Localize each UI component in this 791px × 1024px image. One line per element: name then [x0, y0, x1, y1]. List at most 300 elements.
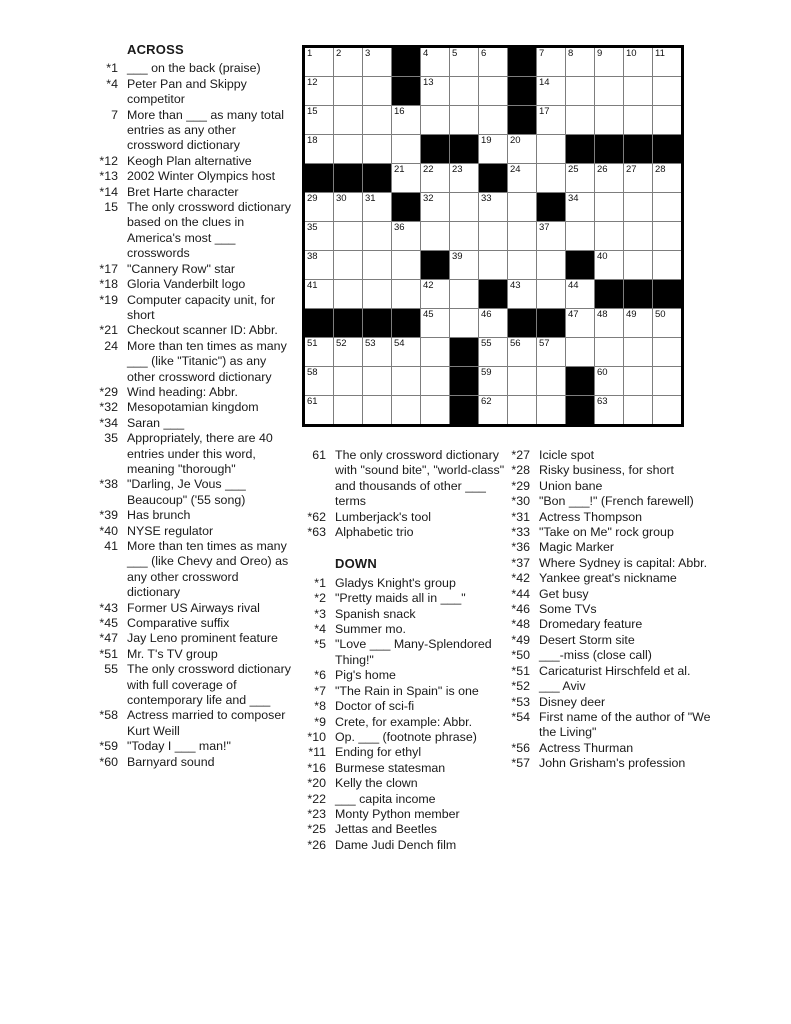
- grid-cell-white: [479, 106, 507, 134]
- clue-number: *54: [511, 709, 530, 724]
- clue-text: "Pretty maids all in ___": [335, 591, 466, 606]
- grid-cell-white: [392, 135, 420, 163]
- grid-cell-white: [508, 193, 536, 221]
- grid-cell-white: [595, 48, 623, 76]
- cell-number: 50: [655, 309, 666, 320]
- clue-number: *33: [511, 525, 530, 540]
- clue-text: Kelly the clown: [335, 776, 418, 791]
- clue-number: *50: [511, 648, 530, 663]
- grid-cell-white: [363, 338, 391, 366]
- grid-cell-white: [421, 396, 449, 424]
- down-clue-list: [298, 576, 505, 853]
- cell-number: 39: [452, 251, 463, 262]
- clue-text: Get busy: [539, 586, 589, 601]
- clue-number: *9: [314, 714, 326, 729]
- grid-cell-white: [653, 77, 681, 105]
- clue-number: *3: [314, 606, 326, 621]
- cell-number: 15: [307, 106, 318, 117]
- grid-cell-white: [305, 222, 333, 250]
- clue-item: [298, 510, 505, 525]
- grid-cell-white: [305, 338, 333, 366]
- grid-cell-black: [479, 280, 507, 308]
- grid-cell-white: [305, 77, 333, 105]
- grid-cell-white: [566, 48, 594, 76]
- grid-cell-white: [363, 251, 391, 279]
- clue-item: [298, 607, 505, 622]
- clue-text: "Take on Me" rock group: [539, 525, 674, 540]
- grid-cell-white: [508, 251, 536, 279]
- clue-item: [502, 756, 714, 771]
- clue-number: *4: [106, 76, 118, 91]
- clue-number: *29: [99, 384, 118, 399]
- grid-cell-white: [421, 48, 449, 76]
- clue-text: Saran ___: [127, 415, 185, 430]
- cell-number: 62: [481, 396, 492, 407]
- clue-text: Mesopotamian kingdom: [127, 400, 259, 415]
- grid-cell-white: [305, 280, 333, 308]
- clue-item: [298, 745, 505, 760]
- clue-number: 15: [104, 200, 118, 215]
- clue-number: *36: [511, 540, 530, 555]
- cell-number: 56: [510, 338, 521, 349]
- grid-cell-white: [334, 367, 362, 395]
- grid-cell-white: [508, 164, 536, 192]
- clue-text: Has brunch: [127, 508, 191, 523]
- clue-number: 41: [104, 539, 118, 553]
- grid-cell-white: [450, 106, 478, 134]
- cell-number: 41: [307, 280, 318, 291]
- clue-text: ___-miss (close call): [539, 648, 652, 663]
- cell-number: 21: [394, 164, 405, 175]
- grid-cell-white: [624, 309, 652, 337]
- cell-number: 57: [539, 338, 550, 349]
- clue-text: "Bon ___!" (French farewell): [539, 494, 694, 509]
- clue-text: More than ten times as many ___ (like Chevy and Oreo) as any other crossword dictionary: [127, 539, 289, 600]
- clue-number: 24: [104, 338, 118, 353]
- clue-text: Checkout scanner ID: Abbr.: [127, 323, 278, 338]
- grid-cell-black: [624, 280, 652, 308]
- clue-item: [90, 739, 295, 754]
- clue-number: *6: [314, 668, 326, 683]
- clue-text: John Grisham's profession: [539, 756, 686, 771]
- clue-item: [90, 108, 295, 154]
- clue-text: Comparative suffix: [127, 616, 230, 631]
- clue-text: "Cannery Row" star: [127, 261, 235, 276]
- clue-item: [502, 571, 714, 586]
- clue-item: [298, 761, 505, 776]
- grid-cell-white: [479, 135, 507, 163]
- cell-number: 45: [423, 309, 434, 320]
- cell-number: 17: [539, 106, 550, 117]
- clue-number: *56: [511, 740, 530, 755]
- clue-item: [502, 540, 714, 555]
- cell-number: 4: [423, 48, 429, 59]
- clue-number: *28: [511, 463, 530, 478]
- grid-cell-white: [624, 106, 652, 134]
- cell-number: 59: [481, 367, 492, 378]
- grid-cell-white: [363, 193, 391, 221]
- grid-cell-white: [421, 77, 449, 105]
- clue-item: [90, 61, 295, 76]
- cell-number: 43: [510, 280, 521, 291]
- grid-cell-white: [595, 338, 623, 366]
- grid-cell-black: [537, 309, 565, 337]
- grid-cell-white: [566, 106, 594, 134]
- clue-item: [298, 622, 505, 637]
- clue-text: Icicle spot: [539, 448, 595, 462]
- clue-number: *63: [307, 525, 326, 540]
- clue-number: *38: [99, 477, 118, 492]
- clue-number: *60: [99, 754, 118, 769]
- cell-number: 44: [568, 280, 579, 291]
- clue-number: 55: [104, 662, 118, 677]
- clue-number: *44: [511, 586, 530, 601]
- cell-number: 27: [626, 164, 637, 175]
- grid-cell-white: [537, 338, 565, 366]
- clue-item: [502, 463, 714, 478]
- clue-text: Jettas and Beetles: [335, 822, 437, 837]
- clue-text: "Today I ___ man!": [127, 739, 231, 754]
- grid-cell-black: [624, 135, 652, 163]
- clue-item: [502, 587, 714, 602]
- clue-number: 7: [111, 107, 118, 122]
- grid-cell-white: [566, 164, 594, 192]
- grid-cell-black: [508, 309, 536, 337]
- clue-item: [90, 662, 295, 708]
- clue-number: *48: [511, 617, 530, 632]
- clue-item: [90, 524, 295, 539]
- clue-text: Appropriately, there are 40 entries under this word, meaning "thorough": [127, 431, 273, 476]
- clue-text: Former US Airways rival: [127, 600, 260, 615]
- clue-number: *39: [99, 508, 118, 523]
- grid-cell-black: [566, 367, 594, 395]
- clue-item: [298, 776, 505, 791]
- grid-cell-white: [537, 135, 565, 163]
- across-header: ACROSS: [127, 42, 184, 57]
- clue-item: [502, 494, 714, 509]
- grid-cell-black: [450, 135, 478, 163]
- cell-number: 47: [568, 309, 579, 320]
- clue-item: [298, 730, 505, 745]
- cell-number: 22: [423, 164, 434, 175]
- cell-number: 53: [365, 338, 376, 349]
- grid-cell-white: [566, 338, 594, 366]
- clue-text: Barnyard sound: [127, 754, 215, 769]
- grid-cell-white: [537, 106, 565, 134]
- grid-cell-white: [479, 193, 507, 221]
- grid-cell-white: [508, 338, 536, 366]
- crossword-grid-frame: [302, 45, 684, 427]
- grid-cell-white: [450, 193, 478, 221]
- clue-number: *16: [307, 760, 326, 775]
- clue-item: [502, 525, 714, 540]
- grid-cell-white: [421, 280, 449, 308]
- grid-cell-black: [392, 193, 420, 221]
- cell-number: 35: [307, 222, 318, 233]
- cell-number: 1: [307, 48, 313, 59]
- grid-cell-white: [653, 164, 681, 192]
- clue-text: Dame Judi Dench film: [335, 837, 457, 852]
- cell-number: 3: [365, 48, 371, 59]
- cell-number: 61: [307, 396, 318, 407]
- grid-cell-white: [363, 77, 391, 105]
- clue-item: [90, 385, 295, 400]
- clue-number: *51: [99, 646, 118, 661]
- clue-number: *53: [511, 694, 530, 709]
- grid-cell-white: [653, 367, 681, 395]
- grid-cell-white: [537, 280, 565, 308]
- clue-number: *8: [314, 699, 326, 714]
- clue-number: *22: [307, 791, 326, 806]
- grid-cell-white: [508, 135, 536, 163]
- grid-cell-white: [363, 106, 391, 134]
- clue-text: Yankee great's nickname: [539, 571, 677, 586]
- grid-cell-black: [392, 48, 420, 76]
- grid-cell-white: [450, 164, 478, 192]
- clue-item: [298, 684, 505, 699]
- clue-item: [90, 631, 295, 646]
- clue-number: *21: [99, 323, 118, 338]
- grid-cell-white: [537, 48, 565, 76]
- grid-cell-white: [624, 164, 652, 192]
- cell-number: 40: [597, 251, 608, 262]
- clue-item: [90, 185, 295, 200]
- grid-cell-black: [479, 164, 507, 192]
- clue-number: *12: [99, 153, 118, 168]
- clue-text: ___ Aviv: [539, 679, 586, 694]
- clue-item: [90, 400, 295, 415]
- grid-cell-white: [334, 280, 362, 308]
- grid-cell-white: [595, 164, 623, 192]
- cell-number: 38: [307, 251, 318, 262]
- clue-number: *62: [307, 509, 326, 524]
- grid-cell-white: [363, 48, 391, 76]
- grid-cell-white: [392, 222, 420, 250]
- clue-item: [502, 679, 714, 694]
- clue-text: Magic Marker: [539, 540, 615, 555]
- grid-cell-white: [334, 77, 362, 105]
- clue-text: Risky business, for short: [539, 463, 674, 478]
- clue-text: More than ten times as many ___ (like "Titanic") as any other crossword dictionary: [127, 338, 287, 384]
- grid-cell-white: [305, 193, 333, 221]
- grid-cell-white: [334, 106, 362, 134]
- grid-cell-white: [334, 338, 362, 366]
- grid-cell-white: [479, 396, 507, 424]
- grid-cell-white: [595, 193, 623, 221]
- grid-cell-white: [624, 77, 652, 105]
- grid-cell-white: [334, 135, 362, 163]
- grid-cell-white: [305, 396, 333, 424]
- clue-text: More than ___ as many total entries as any other crossword dictionary: [127, 107, 285, 153]
- grid-cell-white: [363, 135, 391, 163]
- clue-item: [90, 477, 295, 508]
- cell-number: 2: [336, 48, 342, 59]
- clue-item: [502, 741, 714, 756]
- clue-item: [90, 708, 295, 739]
- clue-text: Summer mo.: [335, 622, 406, 637]
- clues-column-right: [502, 448, 714, 772]
- clue-item: [90, 277, 295, 292]
- grid-cell-black: [566, 396, 594, 424]
- clue-item: [502, 695, 714, 710]
- grid-cell-white: [305, 135, 333, 163]
- grid-cell-black: [305, 164, 333, 192]
- grid-cell-white: [595, 77, 623, 105]
- clue-text: Spanish snack: [335, 606, 416, 621]
- clue-text: Dromedary feature: [539, 617, 643, 632]
- clue-text: Doctor of sci-fi: [335, 699, 415, 714]
- clue-text: Wind heading: Abbr.: [127, 384, 238, 399]
- clue-number: *52: [511, 679, 530, 694]
- grid-cell-black: [508, 77, 536, 105]
- clue-text: Caricaturist Hirschfeld et al.: [539, 663, 691, 678]
- grid-cell-white: [653, 222, 681, 250]
- clue-number: *5: [314, 637, 326, 652]
- clue-number: *20: [307, 776, 326, 791]
- clue-number: 35: [104, 431, 118, 446]
- clue-item: [298, 448, 505, 510]
- grid-cell-white: [479, 48, 507, 76]
- clue-number: *34: [99, 415, 118, 430]
- clue-item: [502, 556, 714, 571]
- grid-cell-white: [508, 396, 536, 424]
- clue-number: *51: [511, 663, 530, 678]
- clue-number: *19: [99, 292, 118, 307]
- grid-cell-white: [537, 77, 565, 105]
- grid-cell-black: [363, 164, 391, 192]
- clue-text: The only crossword dictionary with "sound bite", "world-class" and thousands of other ___ terms: [335, 448, 505, 509]
- grid-cell-white: [334, 193, 362, 221]
- clue-text: Actress Thompson: [539, 509, 643, 524]
- across-clues-column: [90, 42, 295, 770]
- clues-column-middle: [298, 448, 505, 853]
- clue-item: [90, 200, 295, 262]
- grid-cell-white: [537, 164, 565, 192]
- clue-item: [90, 616, 295, 631]
- clue-text: ___ capita income: [335, 791, 436, 806]
- clue-item: [502, 510, 714, 525]
- grid-cell-white: [537, 251, 565, 279]
- clue-text: Bret Harte character: [127, 184, 239, 199]
- grid-cell-white: [624, 251, 652, 279]
- clue-number: *30: [511, 494, 530, 509]
- clue-item: [90, 323, 295, 338]
- grid-cell-black: [334, 164, 362, 192]
- clue-item: [502, 479, 714, 494]
- clue-number: 61: [312, 448, 326, 462]
- cell-number: 42: [423, 280, 434, 291]
- clue-text: Jay Leno prominent feature: [127, 631, 278, 646]
- clue-text: Peter Pan and Skippy competitor: [127, 76, 247, 107]
- cell-number: 49: [626, 309, 637, 320]
- clue-text: Op. ___ (footnote phrase): [335, 729, 477, 744]
- clue-number: *42: [511, 571, 530, 586]
- grid-cell-white: [479, 222, 507, 250]
- clue-text: Actress married to composer Kurt Weill: [127, 708, 286, 738]
- grid-cell-black: [334, 309, 362, 337]
- clue-number: *47: [99, 631, 118, 646]
- clue-text: NYSE regulator: [127, 523, 214, 538]
- cell-number: 36: [394, 222, 405, 233]
- cell-number: 58: [307, 367, 318, 378]
- grid-cell-black: [566, 251, 594, 279]
- grid-cell-white: [421, 222, 449, 250]
- clue-item: [502, 648, 714, 663]
- crossword-grid: [305, 48, 681, 424]
- grid-cell-white: [624, 367, 652, 395]
- down-header: DOWN: [335, 556, 377, 572]
- clue-number: *10: [307, 729, 326, 744]
- across-clue-list: [90, 61, 295, 770]
- clue-item: [90, 508, 295, 523]
- grid-cell-white: [566, 222, 594, 250]
- clue-text: Desert Storm site: [539, 632, 635, 647]
- clue-item: [298, 807, 505, 822]
- cell-number: 5: [452, 48, 458, 59]
- grid-cell-white: [566, 193, 594, 221]
- grid-cell-black: [595, 280, 623, 308]
- grid-cell-white: [334, 222, 362, 250]
- clue-text: Gloria Vanderbilt logo: [127, 277, 246, 292]
- grid-cell-black: [421, 251, 449, 279]
- clue-item: [298, 792, 505, 807]
- clue-text: The only crossword dictionary with full coverage of contemporary life and ___: [127, 662, 291, 708]
- clue-item: [502, 664, 714, 679]
- grid-cell-white: [566, 280, 594, 308]
- grid-cell-white: [653, 396, 681, 424]
- grid-cell-white: [595, 309, 623, 337]
- grid-cell-white: [363, 367, 391, 395]
- clue-text: The only crossword dictionary based on the clues in America's most ___ crosswords: [127, 200, 291, 261]
- grid-cell-white: [624, 48, 652, 76]
- clue-text: Keogh Plan alternative: [127, 153, 252, 168]
- grid-cell-black: [508, 106, 536, 134]
- grid-cell-white: [479, 367, 507, 395]
- grid-cell-white: [624, 338, 652, 366]
- clue-text: "Love ___ Many-Splendored Thing!": [335, 637, 492, 667]
- grid-cell-white: [479, 309, 507, 337]
- cell-number: 7: [539, 48, 545, 59]
- grid-cell-black: [305, 309, 333, 337]
- cell-number: 33: [481, 193, 492, 204]
- grid-cell-white: [421, 106, 449, 134]
- clue-item: [90, 262, 295, 277]
- cell-number: 51: [307, 338, 318, 349]
- cell-number: 60: [597, 367, 608, 378]
- clue-text: Some TVs: [539, 602, 597, 617]
- clue-number: *31: [511, 509, 530, 524]
- clue-text: Gladys Knight's group: [335, 575, 456, 590]
- clue-item: [298, 715, 505, 730]
- clue-number: *1: [314, 575, 326, 590]
- grid-cell-white: [305, 367, 333, 395]
- clue-item: [90, 755, 295, 770]
- clue-number: *17: [99, 261, 118, 276]
- grid-cell-white: [653, 106, 681, 134]
- clue-item: [298, 637, 505, 668]
- grid-cell-white: [479, 77, 507, 105]
- cell-number: 23: [452, 164, 463, 175]
- grid-cell-white: [305, 106, 333, 134]
- cell-number: 20: [510, 135, 521, 146]
- grid-cell-white: [537, 367, 565, 395]
- clue-text: Computer capacity unit, for short: [127, 292, 276, 322]
- clue-item: [502, 710, 714, 741]
- clue-number: *23: [307, 806, 326, 821]
- clue-item: [90, 431, 295, 477]
- cell-number: 34: [568, 193, 579, 204]
- grid-cell-white: [653, 251, 681, 279]
